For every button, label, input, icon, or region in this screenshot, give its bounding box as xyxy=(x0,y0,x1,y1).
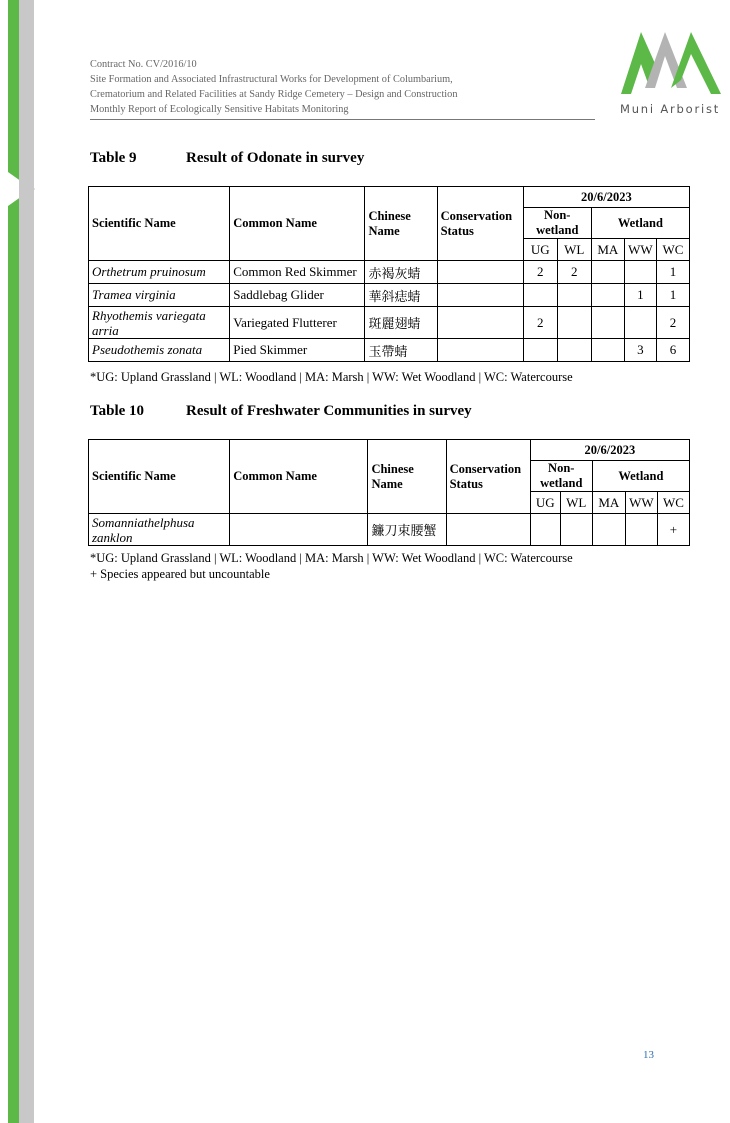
header-ma: MA xyxy=(592,492,625,514)
cell-ma xyxy=(592,514,625,546)
cell-ww xyxy=(625,514,657,546)
cell-wl xyxy=(557,284,591,307)
table10-title: Result of Freshwater Communities in survey xyxy=(186,403,472,419)
table9 xyxy=(88,186,690,362)
cell-common-name xyxy=(230,514,368,546)
table9-footnote: *UG: Upland Grassland | WL: Woodland | MA: Marsh | WW: Wet Woodland | WC: Watercourse xyxy=(90,370,573,384)
header-conservation-status: Conservation Status xyxy=(446,440,530,514)
cell-scientific-name: Rhyothemis variegata arria xyxy=(89,307,230,339)
header-ww: WW xyxy=(625,492,657,514)
cell-common-name: Pied Skimmer xyxy=(230,339,365,362)
header-common-name: Common Name xyxy=(230,187,365,261)
header-ww: WW xyxy=(624,239,656,261)
header-line-contract: Contract No. CV/2016/10 xyxy=(90,59,197,70)
left-gray-bar xyxy=(19,0,34,1123)
table-header-row xyxy=(89,187,690,208)
table-header-row xyxy=(89,440,690,461)
header-ug: UG xyxy=(530,492,560,514)
table10 xyxy=(88,439,690,546)
page-number: 13 xyxy=(643,1049,654,1061)
table-row xyxy=(89,284,690,307)
header-survey-date: 20/6/2023 xyxy=(523,187,689,208)
table9-title: Result of Odonate in survey xyxy=(186,150,365,166)
header-line-project-1: Site Formation and Associated Infrastructural Works for Development of Columbarium, xyxy=(90,74,453,85)
cell-ug xyxy=(530,514,560,546)
cell-scientific-name: Tramea virginia xyxy=(89,284,230,307)
header-line-project-2: Crematorium and Related Facilities at Sandy Ridge Cemetery – Design and Construction xyxy=(90,89,458,100)
cell-ug: 2 xyxy=(523,307,557,339)
cell-conservation-status xyxy=(446,514,530,546)
cell-conservation-status xyxy=(437,339,523,362)
header-wetland: Wetland xyxy=(592,461,689,492)
cell-scientific-name: Somanniathelphusa zanklon xyxy=(89,514,230,546)
header-nonwetland: Non-wetland xyxy=(523,208,591,239)
cell-wc: 1 xyxy=(656,284,689,307)
table9-number: Table 9 xyxy=(90,150,137,166)
cell-conservation-status xyxy=(437,307,523,339)
cell-wc: 1 xyxy=(656,261,689,284)
cell-ww: 3 xyxy=(624,339,656,362)
bar-notch-arrow xyxy=(19,172,35,206)
cell-conservation-status xyxy=(437,284,523,307)
cell-ma xyxy=(591,339,624,362)
header-wetland: Wetland xyxy=(591,208,689,239)
table10-footnote xyxy=(90,550,573,582)
header-scientific-name: Scientific Name xyxy=(89,440,230,514)
cell-common-name: Variegated Flutterer xyxy=(230,307,365,339)
cell-wc: 2 xyxy=(656,307,689,339)
cell-wl xyxy=(557,339,591,362)
table-row xyxy=(89,307,690,339)
table10-caption xyxy=(90,403,472,420)
header-conservation-status: Conservation Status xyxy=(437,187,523,261)
header-ma: MA xyxy=(591,239,624,261)
cell-wl xyxy=(560,514,592,546)
cell-chinese-name: 斑麗翅蜻 xyxy=(365,307,437,339)
cell-ww xyxy=(624,307,656,339)
cell-ww: 1 xyxy=(624,284,656,307)
cell-wc: 6 xyxy=(656,339,689,362)
cell-ug xyxy=(523,284,557,307)
header-chinese-name: Chinese Name xyxy=(368,440,446,514)
cell-wl xyxy=(557,307,591,339)
header-chinese-name: Chinese Name xyxy=(365,187,437,261)
cell-scientific-name: Pseudothemis zonata xyxy=(89,339,230,362)
cell-ma xyxy=(591,307,624,339)
cell-ma xyxy=(591,261,624,284)
logo-text: Muni Arborist xyxy=(620,102,721,116)
header-ug: UG xyxy=(523,239,557,261)
table10-footnote-abbrev: *UG: Upland Grassland | WL: Woodland | MA: Marsh | WW: Wet Woodland | WC: Watercourse xyxy=(90,551,573,565)
header-common-name: Common Name xyxy=(230,440,368,514)
header-nonwetland: Non-wetland xyxy=(530,461,592,492)
header-survey-date: 20/6/2023 xyxy=(530,440,689,461)
table-row xyxy=(89,339,690,362)
left-green-bar xyxy=(8,0,19,1123)
cell-wc: + xyxy=(657,514,689,546)
cell-ma xyxy=(591,284,624,307)
cell-chinese-name: 赤褐灰蜻 xyxy=(365,261,437,284)
cell-scientific-name: Orthetrum pruinosum xyxy=(89,261,230,284)
header-wc: WC xyxy=(657,492,689,514)
cell-chinese-name: 玉帶蜻 xyxy=(365,339,437,362)
cell-common-name: Common Red Skimmer xyxy=(230,261,365,284)
header-wl: WL xyxy=(560,492,592,514)
document-header xyxy=(90,57,595,120)
cell-conservation-status xyxy=(437,261,523,284)
cell-chinese-name: 鐮刀束腰蟹 xyxy=(368,514,446,546)
header-line-report: Monthly Report of Ecologically Sensitive Habitats Monitoring xyxy=(90,104,349,115)
cell-ug xyxy=(523,339,557,362)
table-row xyxy=(89,261,690,284)
table9-caption xyxy=(90,150,364,167)
cell-chinese-name: 華斜痣蜻 xyxy=(365,284,437,307)
header-wc: WC xyxy=(656,239,689,261)
header-scientific-name: Scientific Name xyxy=(89,187,230,261)
table10-footnote-plus: + Species appeared but uncountable xyxy=(90,567,270,581)
header-wl: WL xyxy=(557,239,591,261)
table-row xyxy=(89,514,690,546)
table10-number: Table 10 xyxy=(90,403,145,419)
cell-ug: 2 xyxy=(523,261,557,284)
cell-common-name: Saddlebag Glider xyxy=(230,284,365,307)
cell-wl: 2 xyxy=(557,261,591,284)
cell-ww xyxy=(624,261,656,284)
